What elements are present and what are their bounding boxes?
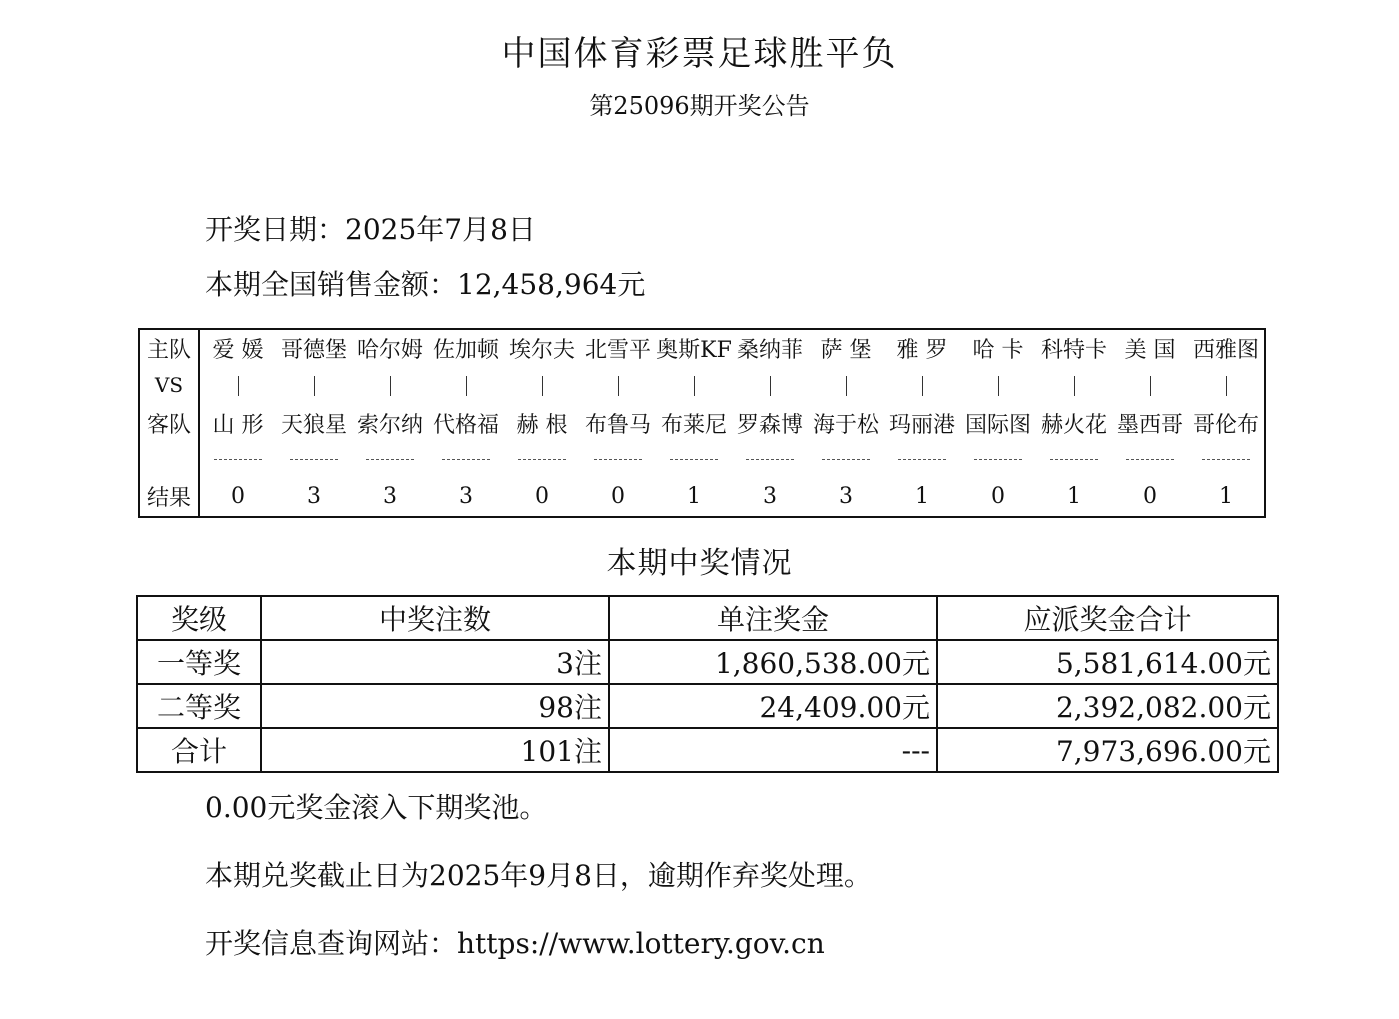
away-team: 代格福 xyxy=(432,412,499,438)
header-prize: 单注奖金 xyxy=(609,596,937,640)
single-prize: 24,409.00元 xyxy=(609,684,937,728)
single-prize: 1,860,538.00元 xyxy=(609,640,937,684)
separator-cell xyxy=(504,442,580,476)
total-prize: 7,973,696.00元 xyxy=(937,728,1278,772)
vertical-bar xyxy=(314,376,315,396)
separator-cell xyxy=(352,442,428,476)
total-prize: 5,581,614.00元 xyxy=(937,640,1278,684)
dashed-separator xyxy=(1126,459,1174,460)
match-result: 1 xyxy=(1219,483,1233,509)
vs-row xyxy=(139,366,1265,404)
vertical-bar xyxy=(922,376,923,396)
draw-date: 开奖日期：2025年7月8日 xyxy=(205,213,536,246)
vs-divider xyxy=(1188,366,1265,404)
home-team: 西雅图 xyxy=(1192,337,1259,363)
vs-divider xyxy=(276,366,352,404)
dashed-separator xyxy=(898,459,946,460)
dashed-separator xyxy=(670,459,718,460)
home-team: 北雪平 xyxy=(584,337,651,363)
separator-cell xyxy=(732,442,808,476)
home-team: 埃尔夫 xyxy=(508,337,575,363)
winner-count: 3注 xyxy=(261,640,609,684)
dashed-separator xyxy=(442,459,490,460)
match-result: 3 xyxy=(383,483,397,509)
prize-header-row xyxy=(137,596,1278,640)
match-result: 3 xyxy=(839,483,853,509)
dashed-separator xyxy=(746,459,794,460)
home-team: 桑纳菲 xyxy=(736,337,803,363)
away-team: 索尔纳 xyxy=(356,412,423,438)
vertical-bar xyxy=(466,376,467,396)
dashed-separator xyxy=(214,459,262,460)
match-results-table xyxy=(138,328,1266,518)
prize-table xyxy=(136,595,1279,773)
away-team: 海于松 xyxy=(812,412,879,438)
vs-label: VS xyxy=(139,366,199,404)
header-count: 中奖注数 xyxy=(261,596,609,640)
vertical-bar xyxy=(998,376,999,396)
prize-level: 二等奖 xyxy=(137,684,261,728)
separator-cell xyxy=(960,442,1036,476)
vs-divider xyxy=(960,366,1036,404)
vertical-bar xyxy=(390,376,391,396)
vs-divider xyxy=(1112,366,1188,404)
home-team: 美 国 xyxy=(1124,337,1176,363)
vertical-bar xyxy=(238,376,239,396)
vs-divider xyxy=(580,366,656,404)
dashed-separator xyxy=(822,459,870,460)
dashed-separator xyxy=(1202,459,1250,460)
separator-row xyxy=(139,442,1265,476)
home-team: 奥斯KF xyxy=(656,337,732,363)
away-team-row xyxy=(139,404,1265,442)
vs-divider xyxy=(732,366,808,404)
prize-row-total xyxy=(137,728,1278,772)
prize-level: 一等奖 xyxy=(137,640,261,684)
match-result: 3 xyxy=(763,483,777,509)
away-team: 玛丽港 xyxy=(888,412,955,438)
page-title: 中国体育彩票足球胜平负 xyxy=(501,34,898,74)
home-team: 雅 罗 xyxy=(896,337,948,363)
home-team: 萨 堡 xyxy=(820,337,872,363)
dashed-separator xyxy=(594,459,642,460)
vs-divider xyxy=(656,366,732,404)
away-team: 罗森博 xyxy=(736,412,803,438)
match-result: 1 xyxy=(687,483,701,509)
separator-cell xyxy=(276,442,352,476)
prize-section-title: 本期中奖情况 xyxy=(606,546,793,581)
header-level: 奖级 xyxy=(137,596,261,640)
away-team: 哥伦布 xyxy=(1192,412,1259,438)
separator-cell xyxy=(808,442,884,476)
vertical-bar xyxy=(1074,376,1075,396)
match-result: 0 xyxy=(1143,483,1157,509)
home-team: 哈尔姆 xyxy=(356,337,423,363)
home-team: 爱 媛 xyxy=(212,337,264,363)
rollover-note: 0.00元奖金滚入下期奖池。 xyxy=(205,791,548,824)
separator-label-cell xyxy=(139,442,199,476)
vertical-bar xyxy=(770,376,771,396)
home-label: 主队 xyxy=(139,329,199,366)
dashed-separator xyxy=(518,459,566,460)
separator-cell xyxy=(199,442,276,476)
total-prize: 2,392,082.00元 xyxy=(937,684,1278,728)
separator-cell xyxy=(1036,442,1112,476)
match-result: 0 xyxy=(535,483,549,509)
vs-divider xyxy=(428,366,504,404)
away-team: 布莱尼 xyxy=(660,412,727,438)
dashed-separator xyxy=(290,459,338,460)
away-team: 天狼星 xyxy=(280,412,347,438)
away-team: 山 形 xyxy=(212,412,264,438)
sales-amount: 本期全国销售金额：12,458,964元 xyxy=(205,268,646,301)
vertical-bar xyxy=(1226,376,1227,396)
dashed-separator xyxy=(366,459,414,460)
vs-divider xyxy=(1036,366,1112,404)
separator-cell xyxy=(428,442,504,476)
winner-count: 101注 xyxy=(261,728,609,772)
home-team: 佐加顿 xyxy=(432,337,499,363)
home-team: 哥德堡 xyxy=(280,337,347,363)
vs-divider xyxy=(199,366,276,404)
vertical-bar xyxy=(542,376,543,396)
result-row xyxy=(139,476,1265,517)
issue-subtitle: 第25096期开奖公告 xyxy=(589,92,810,120)
winner-count: 98注 xyxy=(261,684,609,728)
vertical-bar xyxy=(846,376,847,396)
vs-divider xyxy=(504,366,580,404)
away-label: 客队 xyxy=(139,404,199,442)
claim-deadline-note: 本期兑奖截止日为2025年9月8日，逾期作弃奖处理。 xyxy=(205,859,872,892)
result-label: 结果 xyxy=(139,476,199,517)
vertical-bar xyxy=(1150,376,1151,396)
away-team: 墨西哥 xyxy=(1116,412,1183,438)
match-result: 3 xyxy=(459,483,473,509)
match-result: 0 xyxy=(991,483,1005,509)
away-team: 布鲁马 xyxy=(584,412,651,438)
away-team: 赫 根 xyxy=(516,412,568,438)
separator-cell xyxy=(580,442,656,476)
match-result: 3 xyxy=(307,483,321,509)
vs-divider xyxy=(884,366,960,404)
prize-row-first xyxy=(137,640,1278,684)
vertical-bar xyxy=(618,376,619,396)
away-team: 国际图 xyxy=(964,412,1031,438)
match-result: 0 xyxy=(611,483,625,509)
vs-divider xyxy=(352,366,428,404)
separator-cell xyxy=(1188,442,1265,476)
home-team: 哈 卡 xyxy=(972,337,1024,363)
away-team: 赫火花 xyxy=(1040,412,1107,438)
vs-divider xyxy=(808,366,884,404)
header-total: 应派奖金合计 xyxy=(937,596,1278,640)
home-team: 科特卡 xyxy=(1040,337,1107,363)
match-result: 0 xyxy=(231,483,245,509)
separator-cell xyxy=(1112,442,1188,476)
home-team-row xyxy=(139,329,1265,366)
vertical-bar xyxy=(694,376,695,396)
dashed-separator xyxy=(1050,459,1098,460)
dashed-separator xyxy=(974,459,1022,460)
single-prize: --- xyxy=(609,728,937,772)
match-result: 1 xyxy=(915,483,929,509)
separator-cell xyxy=(656,442,732,476)
prize-row-second xyxy=(137,684,1278,728)
match-result: 1 xyxy=(1067,483,1081,509)
separator-cell xyxy=(884,442,960,476)
prize-level: 合计 xyxy=(137,728,261,772)
website-note: 开奖信息查询网站：https://www.lottery.gov.cn xyxy=(205,927,825,960)
